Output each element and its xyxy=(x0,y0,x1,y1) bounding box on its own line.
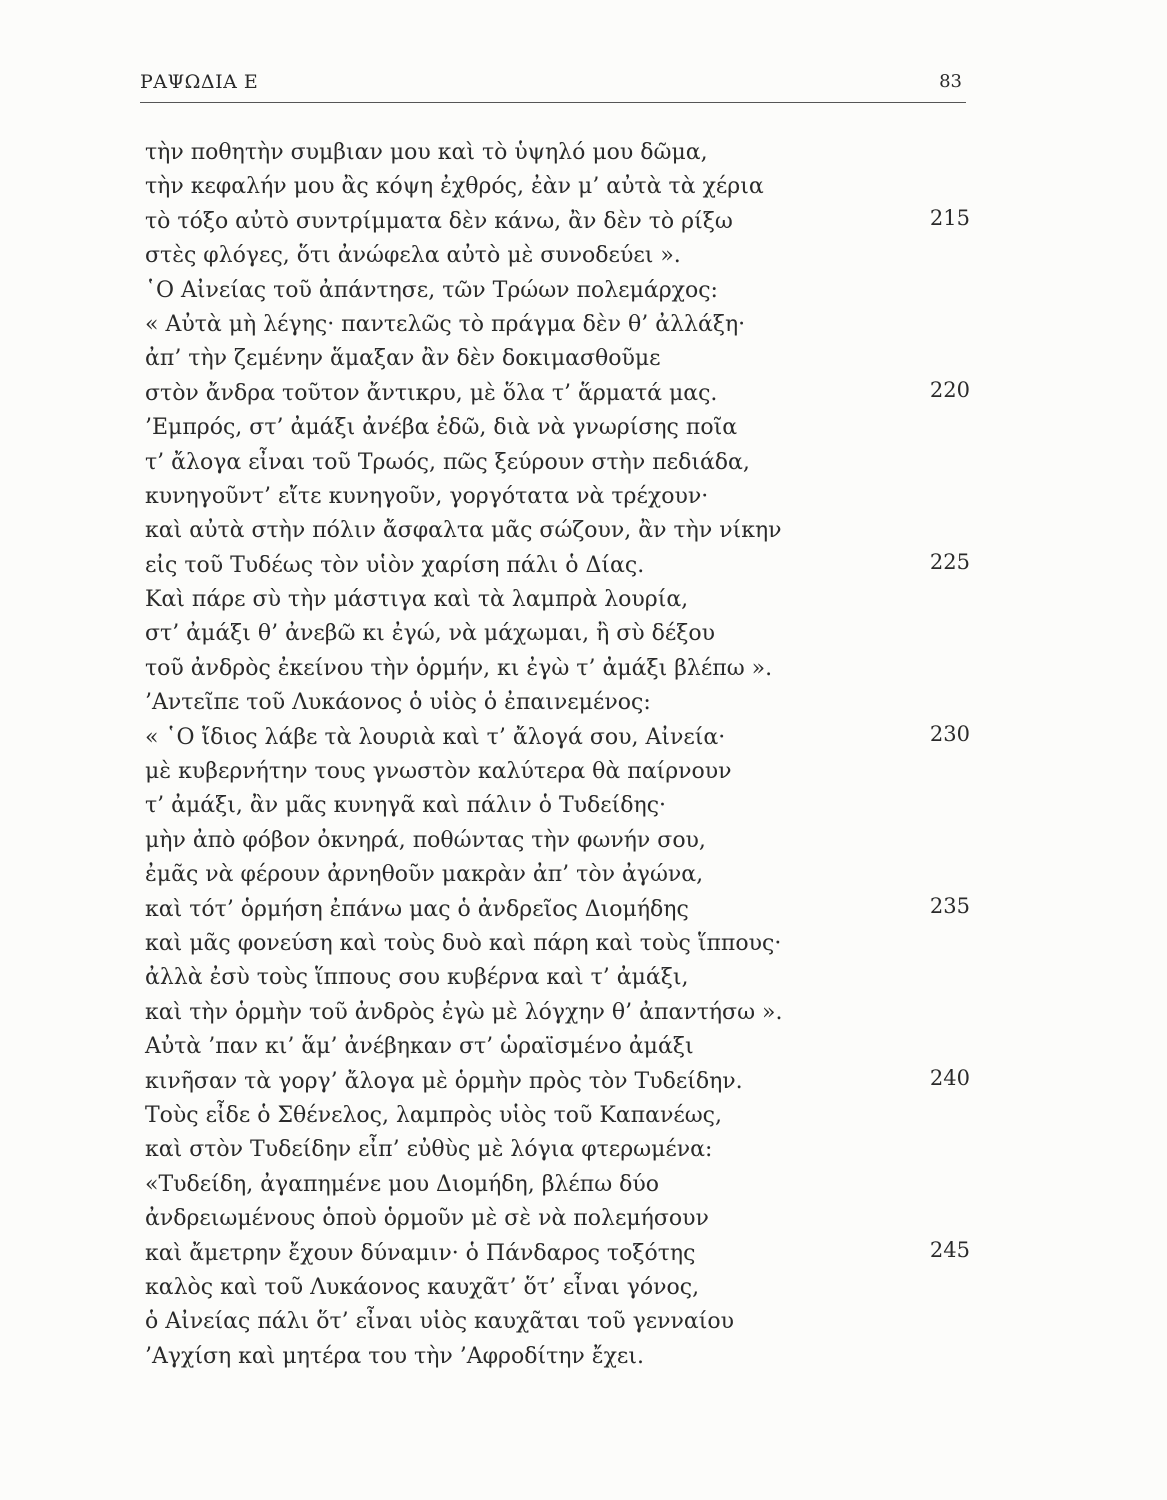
verse-line xyxy=(145,205,970,239)
verse-text: τὴν ποθητὴν συμβιαν μου καὶ τὸ ὑψηλό μου δῶμα, xyxy=(145,140,708,165)
verse-line xyxy=(145,1099,970,1133)
line-number: 220 xyxy=(929,377,970,402)
line-number: 225 xyxy=(929,549,970,574)
verse-line xyxy=(145,342,970,376)
verse-text: κινῆσαν τὰ γοργ’ ἄλογα μὲ ὁρμὴν πρὸς τὸν Τυδείδην. xyxy=(145,1068,743,1094)
verse-text: καὶ τότ’ ὁρμήση ἐπάνω μας ὁ ἀνδρεῖος Διομήδης xyxy=(145,896,689,922)
verse-line xyxy=(145,170,970,204)
verse-line xyxy=(145,1340,970,1374)
verse-text: Αὐτὰ ’παν κι’ ἅμ’ ἀνέβηκαν στ’ ὡραϊσμένο ἀμάξι xyxy=(145,1034,694,1060)
verse-line xyxy=(145,1202,970,1236)
verse-text: ’Αγχίση καὶ μητέρα του τὴν ’Αφροδίτην ἔχει. xyxy=(145,1343,644,1369)
verse-text: ἐμᾶς νὰ φέρουν ἀρνηθοῦν μακρὰν ἀπ’ τὸν ἀγώνα, xyxy=(145,862,704,888)
verse-text: ὁ Αἰνείας πάλι ὅτ’ εἶναι υἱὸς καυχᾶται τοῦ γενναίου xyxy=(145,1309,735,1335)
verse-text: ἀνδρειωμένους ὁποὺ ὁρμοῦν μὲ σὲ νὰ πολεμήσουν xyxy=(145,1206,709,1232)
verse-line xyxy=(145,652,970,686)
verse-line xyxy=(145,274,970,308)
verse-line xyxy=(145,755,970,789)
verse-line xyxy=(145,136,970,170)
verse-text: ῾Ο Αἰνείας τοῦ ἀπάντησε, τῶν Τρώων πολεμάρχος: xyxy=(145,277,718,303)
page-header xyxy=(140,66,966,103)
verse-text: καλὸς καὶ τοῦ Λυκάονος καυχᾶτ’ ὅτ’ εἶναι γόνος, xyxy=(145,1274,700,1300)
page-number: 83 xyxy=(939,71,962,92)
verse-line xyxy=(145,411,970,445)
verse-text: στὸν ἄνδρα τοῦτον ἄντικρυ, μὲ ὅλα τ’ ἅρματά μας. xyxy=(145,380,718,406)
verse-line xyxy=(145,961,970,995)
verse-text: καὶ στὸν Τυδείδην εἶπ’ εὐθὺς μὲ λόγια φτερωμένα: xyxy=(145,1137,713,1163)
verse-text: « Αὐτὰ μὴ λέγης· παντελῶς τὸ πράγμα δὲν θ’ ἀλλάξη· xyxy=(145,311,746,337)
verse-text: Καὶ πάρε σὺ τὴν μάστιγα καὶ τὰ λαμπρὰ λουρία, xyxy=(145,587,689,613)
line-number: 235 xyxy=(929,893,970,918)
verse-line xyxy=(145,1065,970,1099)
verse-line xyxy=(145,1168,970,1202)
verse-text: ἀπ’ τὴν ζεμένην ἅμαξαν ἂν δὲν δοκιμασθοῦμε xyxy=(145,346,661,372)
verse-text: «Τυδείδη, ἀγαπημένε μου Διομήδη, βλέπω δύο xyxy=(145,1171,660,1197)
verse-text: ἀλλὰ ἐσὺ τοὺς ἵππους σου κυβέρνα καὶ τ’ ἀμάξι, xyxy=(145,965,689,991)
verse-line xyxy=(145,1271,970,1305)
verse-line xyxy=(145,927,970,961)
verse-line xyxy=(145,721,970,755)
verse-line xyxy=(145,377,970,411)
verse-line xyxy=(145,996,970,1030)
verse-line xyxy=(145,686,970,720)
verse-text: καὶ αὐτὰ στὴν πόλιν ἄσφαλτα μᾶς σώζουν, ἂν τὴν νίκην xyxy=(145,518,782,544)
verse-text: καὶ ἄμετρην ἔχουν δύναμιν· ὁ Πάνδαρος τοξότης xyxy=(145,1240,696,1266)
verse-line xyxy=(145,308,970,342)
verse-line xyxy=(145,1237,970,1271)
verse-line xyxy=(145,1305,970,1339)
verse-text: τὸ τόξο αὐτὸ συντρίμματα δὲν κάνω, ἂν δὲν τὸ ρίξω xyxy=(145,208,733,234)
verse-line xyxy=(145,893,970,927)
verse-line xyxy=(145,583,970,617)
verse-text: στ’ ἀμάξι θ’ ἀνεβῶ κι ἐγώ, νὰ μάχωμαι, ἢ σὺ δέξου xyxy=(145,621,716,647)
verse-text: Τοὺς εἶδε ὁ Σθένελος, λαμπρὸς υἱὸς τοῦ Καπανέως, xyxy=(145,1102,722,1128)
verse-text: ’Αντεῖπε τοῦ Λυκάονος ὁ υἱὸς ὁ ἐπαινεμένος: xyxy=(145,690,651,716)
running-title: ΡΑΨΩΔΙΑ Ε xyxy=(140,71,259,93)
verse-line xyxy=(145,1133,970,1167)
verse-block xyxy=(145,136,970,1374)
verse-text: τ’ ἄλογα εἶναι τοῦ Τρωός, πῶς ξεύρουν στὴν πεδιάδα, xyxy=(145,449,750,475)
verse-text: τὴν κεφαλήν μου ἂς κόψη ἐχθρός, ἐὰν μ’ αὐτὰ τὰ χέρια xyxy=(145,174,764,200)
verse-text: μὲ κυβερνήτην τους γνωστὸν καλύτερα θὰ παίρνουν xyxy=(145,759,732,785)
line-number: 245 xyxy=(929,1237,970,1262)
verse-text: μὴν ἀπὸ φόβον ὀκνηρά, ποθώντας τὴν φωνήν σου, xyxy=(145,827,706,853)
verse-line xyxy=(145,617,970,651)
verse-line xyxy=(145,824,970,858)
verse-text: καὶ μᾶς φονεύση καὶ τοὺς δυὸ καὶ πάρη καὶ τοὺς ἵππους· xyxy=(145,930,782,956)
verse-text: « ῾Ο ἴδιος λάβε τὰ λουριὰ καὶ τ’ ἄλογά σου, Αἰνεία· xyxy=(145,724,726,750)
verse-line xyxy=(145,480,970,514)
verse-line xyxy=(145,549,970,583)
verse-text: τοῦ ἀνδρὸς ἐκείνου τὴν ὁρμήν, κι ἐγὼ τ’ ἀμάξι βλέπω ». xyxy=(145,655,773,681)
verse-text: στὲς φλόγες, ὅτι ἀνώφελα αὐτὸ μὲ συνοδεύει ». xyxy=(145,243,681,269)
verse-line xyxy=(145,514,970,548)
verse-line xyxy=(145,239,970,273)
verse-text: καὶ τὴν ὁρμὴν τοῦ ἀνδρὸς ἐγὼ μὲ λόγχην θ’ ἀπαντήσω ». xyxy=(145,999,783,1025)
line-number: 230 xyxy=(929,721,970,746)
verse-line xyxy=(145,446,970,480)
line-number: 215 xyxy=(929,205,970,230)
verse-text: κυνηγοῦντ’ εἴτε κυνηγοῦν, γοργότατα νὰ τρέχουν· xyxy=(145,483,709,509)
verse-text: ’Εμπρός, στ’ ἀμάξι ἀνέβα ἐδῶ, διὰ νὰ γνωρίσης ποῖα xyxy=(145,415,738,441)
verse-text: εἰς τοῦ Τυδέως τὸν υἱὸν χαρίση πάλι ὁ Δίας. xyxy=(145,552,645,578)
verse-line xyxy=(145,858,970,892)
verse-line xyxy=(145,1030,970,1064)
verse-line xyxy=(145,789,970,823)
line-number: 240 xyxy=(929,1065,970,1090)
verse-text: τ’ ἀμάξι, ἂν μᾶς κυνηγᾶ καὶ πάλιν ὁ Τυδείδης· xyxy=(145,793,667,819)
